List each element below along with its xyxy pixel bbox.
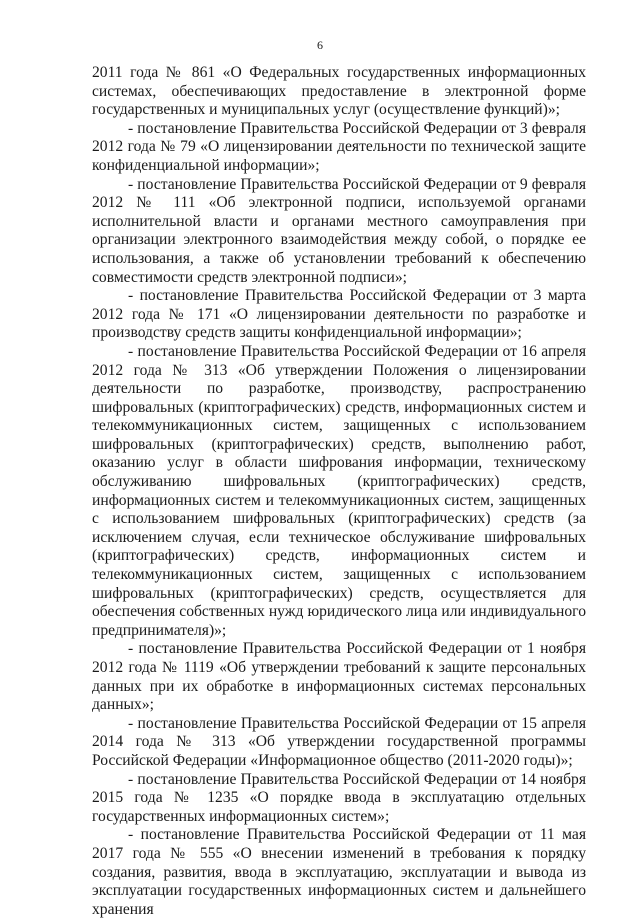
list-item-decree-313-2012: - постановление Правительства Российской Федерации от 16 апреля 2012 года № 313 «Об утверждении Положения о лицензировании деятельности по разработке, производству, распространению шифровальных (криптографических) средств, информационных систем и телекоммуникационных систем, защищенных с использованием шифровальных (криптографических) средств, выполнению работ, оказанию услуг в области шифрования информации, техническому обслуживанию шифровальных (криптографических) средств, информационных систем и телекоммуникационных систем, защищенных с использованием шифровальных (криптографических) средств (за исключением случая, если техническое обслуживание шифровальных (криптографических) средств, информационных систем и телекоммуникационных систем, защищенных с использованием шифровальных (криптографических) средств, осуществляется для обеспечения собственных нужд юридического лица или индивидуального предпринимателя)»; [92,342,586,639]
paragraph-continued-list-item: 2011 года № 861 «О Федеральных государственных информационных системах, обеспечивающих предоставление в электронной форме государственных и муниципальных услуг (осуществление функций)»; [92,64,586,119]
list-item-decree-171: - постановление Правительства Российской Федерации от 3 марта 2012 года № 171 «О лицензировании деятельности по разработке и производству средств защиты конфиденциальной информации»; [92,287,586,342]
document-body [92,64,586,919]
list-item-decree-111: - постановление Правительства Российской Федерации от 9 февраля 2012 № 111 «Об электронной подписи, используемой органами исполнительной власти и органами местного самоуправления при организации электронного взаимодействия между собой, о порядке ее использования, а также об установлении требований к обеспечению совместимости средств электронной подписи»; [92,175,586,286]
list-item-decree-1119: - постановление Правительства Российской Федерации от 1 ноября 2012 года № 1119 «Об утверждении требований к защите персональных данных при их обработке в информационных системах персональных данных»; [92,640,586,714]
list-item-decree-1235: - постановление Правительства Российской Федерации от 14 ноября 2015 года № 1235 «О порядке ввода в эксплуатацию отдельных государственных информационных систем»; [92,770,586,825]
list-item-decree-313-2014: - постановление Правительства Российской Федерации от 15 апреля 2014 года № 313 «Об утверждении государственной программы Российской Федерации «Информационное общество (2011-2020 годы)»; [92,714,586,769]
page-number: 6 [317,38,323,52]
list-item-decree-79: - постановление Правительства Российской Федерации от 3 февраля 2012 года № 79 «О лицензировании деятельности по технической защите конфиденциальной информации»; [92,119,586,174]
list-item-decree-555: - постановление Правительства Российской Федерации от 11 мая 2017 года № 555 «О внесении изменений в требования к порядку создания, развития, ввода в эксплуатацию, эксплуатации и вывода из эксплуатации государственных информационных систем и дальнейшего хранения [92,826,586,918]
